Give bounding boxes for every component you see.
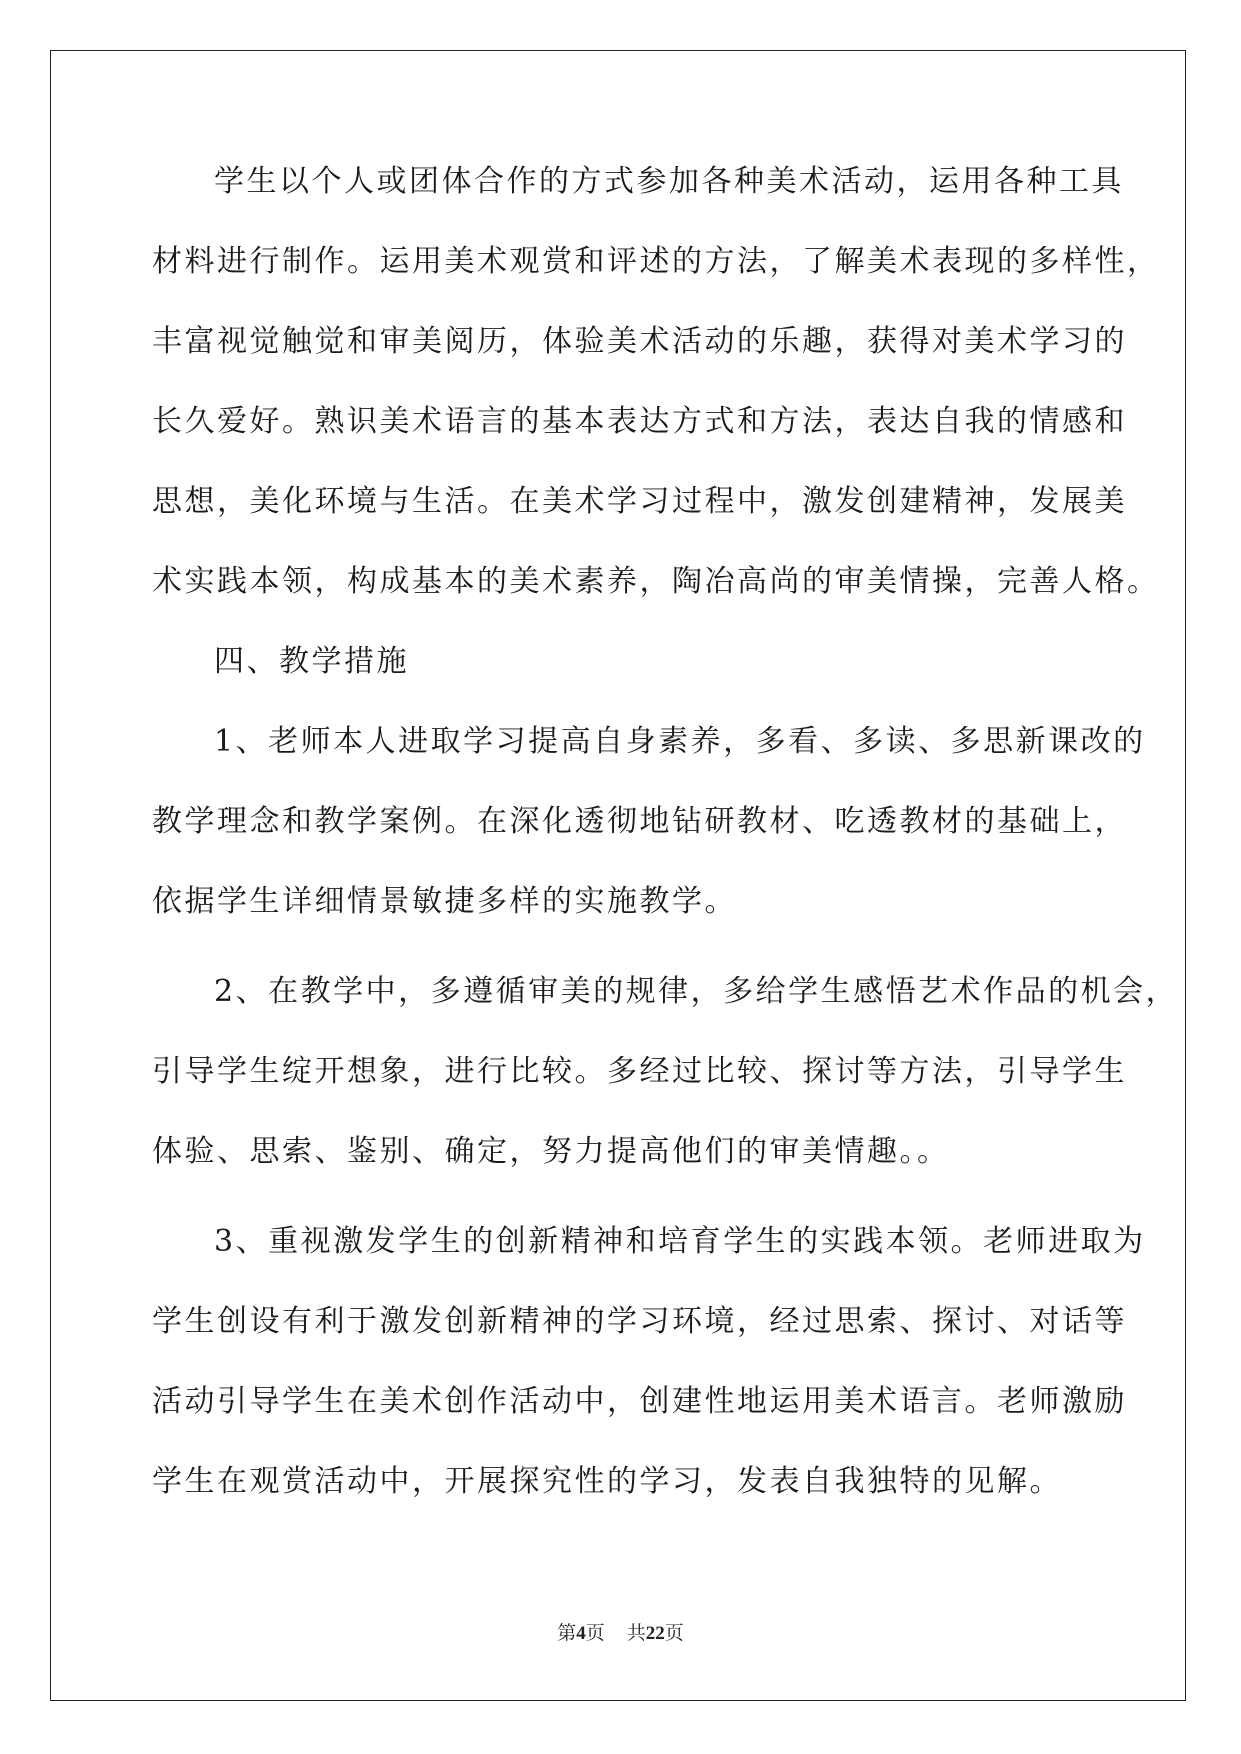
page-number: 4 [576,1623,586,1644]
list-item-line: 活动引导学生在美术创作活动中，创建性地运用美术语言。老师激励 [152,1384,1127,1419]
paragraph-line: 材料进行制作。运用美术观赏和评述的方法，了解美术表现的多样性， [152,244,1160,279]
list-item-line: 教学理念和教学案例。在深化透彻地钻研教材、吃透教材的基础上， [152,804,1127,839]
list-item-line: 1、老师本人进取学习提高自身素养，多看、多读、多思新课改的 [214,724,1146,759]
list-item-line: 学生在观赏活动中，开展探究性的学习，发表自我独特的见解。 [152,1464,1062,1499]
total-prefix: 共 [626,1623,646,1644]
list-item-line: 学生创设有利于激发创新精神的学习环境，经过思索、探讨、对话等 [152,1304,1127,1339]
paragraph-line: 长久爱好。熟识美术语言的基本表达方式和方法，表达自我的情感和 [152,404,1127,439]
paragraph-line: 思想，美化环境与生活。在美术学习过程中，激发创建精神，发展美 [152,484,1127,519]
list-item-line: 体验、思索、鉴别、确定，努力提高他们的审美情趣。。 [152,1134,950,1169]
total-suffix: 页 [664,1623,684,1644]
list-item-line: 2、在教学中，多遵循审美的规律，多给学生感悟艺术作品的机会， [214,974,1179,1009]
total-pages: 22 [645,1623,665,1644]
paragraph-line: 丰富视觉触觉和审美阅历，体验美术活动的乐趣，获得对美术学习的 [152,324,1127,359]
list-item-line: 引导学生绽开想象，进行比较。多经过比较、探讨等方法，引导学生 [152,1054,1127,1089]
list-item-line: 3、重视激发学生的创新精神和培育学生的实践本领。老师进取为 [214,1224,1146,1259]
page-footer [0,1622,1241,1646]
list-item-line: 依据学生详细情景敏捷多样的实施教学。 [152,884,737,919]
page-suffix: 页 [585,1623,605,1644]
section-heading: 四、教学措施 [214,644,409,679]
paragraph-line: 术实践本领，构成基本的美术素养，陶冶高尚的审美情操，完善人格。 [152,564,1160,599]
page-prefix: 第 [557,1623,577,1644]
paragraph-line: 学生以个人或团体合作的方式参加各种美术活动，运用各种工具 [214,164,1124,199]
page-border [50,50,1186,1701]
